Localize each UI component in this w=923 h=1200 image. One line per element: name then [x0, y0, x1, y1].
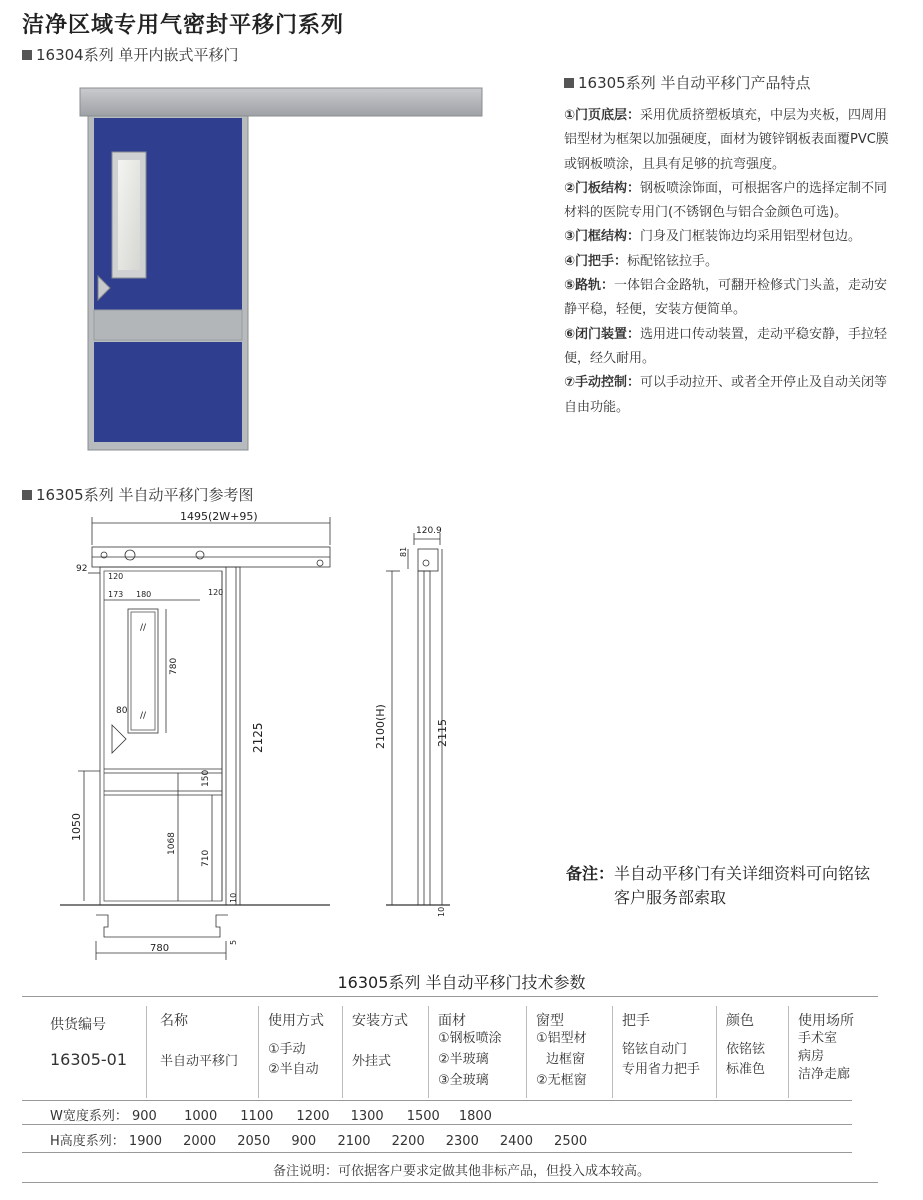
dim-173: 173 [108, 590, 124, 599]
bullet-square-icon [22, 50, 32, 60]
col-divider [258, 1006, 259, 1098]
spec-title: 16305系列 半自动平移门技术参数 [337, 973, 586, 992]
dim-2125: 2125 [251, 722, 265, 753]
spec-header-window: 窗型 [536, 1013, 564, 1029]
spec-table [22, 1000, 878, 1100]
feature-item: ①门页底层：采用优质挤塑板填充，中层为夹板，四周用铝型材为框架以加强硬度，面材为镀锌钢板表面覆PVC膜或钢板喷涂，且具有足够的抗弯强度。 [564, 108, 889, 172]
spec-place: 手术室 病房 洁净走廊 [798, 1031, 851, 1082]
col-divider [146, 1006, 147, 1098]
feature-item: ⑤路轨：一体铝合金路轨，可翻开检修式门头盖，走动安静平稳，轻便，安装方便简单。 [564, 278, 888, 318]
spec-handle: 铭铉自动门 专用省力把手 [622, 1042, 701, 1077]
feature-item: ④门把手：标配铭铉拉手。 [564, 253, 719, 269]
spec-usage: ①手动 ②半自动 [268, 1042, 319, 1077]
spec-header-install: 安装方式 [352, 1013, 408, 1029]
col-divider [428, 1006, 429, 1098]
bullet-square-icon [22, 490, 32, 500]
page-title: 洁净区域专用气密封平移门系列 [22, 13, 345, 38]
dim-780-window: 780 [169, 657, 179, 675]
dim-overall-width: 1495(2W+95) [180, 510, 258, 523]
col-divider [612, 1006, 613, 1098]
dim-1050: 1050 [70, 813, 83, 841]
door-window-glass [118, 160, 140, 270]
section1-title: 16304系列 单开内嵌式平移门 [22, 44, 239, 65]
dim-81: 81 [399, 546, 408, 557]
feature-item: ③门框结构：门身及门框装饰边均采用铝型材包边。 [564, 229, 862, 245]
dim-80: 80 [116, 706, 128, 716]
spec-header-material: 面材 [438, 1013, 466, 1029]
dim-10b: 10 [437, 906, 446, 917]
note: 备注：半自动平移门有关详细资料可向铭铉 客户服务部索取 [566, 864, 871, 907]
features-list [564, 104, 894, 420]
spec-header-usage: 使用方式 [268, 1013, 324, 1029]
spec-header-color: 颜色 [726, 1013, 754, 1029]
feature-item: ②门板结构：钢板喷涂饰面，可根据客户的选择定制不同材料的医院专用门(不锈钢色与铝合金颜色可选)。 [564, 180, 888, 221]
feature-item: ⑦手动控制：可以手动拉开、或者全开停止及自动关闭等自由功能。 [564, 375, 888, 415]
top-rail [80, 88, 482, 116]
dim-150: 150 [201, 769, 211, 787]
bottom-rule [22, 1182, 878, 1183]
row-rule [22, 1100, 852, 1101]
svg-text://: // [140, 711, 147, 721]
row-rule [22, 1124, 852, 1125]
dim-10a: 10 [229, 892, 238, 903]
spec-window: ①铝型材 边框窗 ②无框窗 [536, 1031, 587, 1088]
door-lower-panel [94, 342, 242, 442]
dim-120b: 120 [208, 588, 224, 597]
dim-780-bottom: 780 [150, 943, 170, 954]
spec-color: 依铭铉 标准色 [726, 1042, 766, 1077]
dim-180: 180 [136, 590, 152, 599]
dim-120a: 120 [108, 572, 124, 581]
technical-drawing [0, 505, 470, 960]
door-illustration [74, 80, 490, 460]
h-series-row: H高度系列： 1900 2000 2050 900 2100 2200 2300 2400 2500 [50, 1134, 588, 1149]
spec-install: 外挂式 [352, 1054, 392, 1069]
door-kick-band [94, 310, 242, 340]
feature-item: ⑥闭门装置：选用进口传动装置，走动平稳安静，手拉轻便，经久耐用。 [564, 326, 888, 366]
col-divider [716, 1006, 717, 1098]
dim-5: 5 [229, 939, 238, 945]
spec-remark: 备注说明：可依据客户要求定做其他非标产品，但投入成本较高。 [272, 1164, 650, 1179]
col-divider [788, 1006, 789, 1098]
dim-2115: 2115 [436, 719, 449, 747]
dim-710: 710 [201, 849, 211, 867]
dim-side-width: 120.9 [416, 526, 442, 536]
spec-top-rule [22, 996, 878, 997]
section2-title: 16305系列 半自动平移门参考图 [22, 484, 254, 505]
col-divider [342, 1006, 343, 1098]
spec-header-place: 使用场所 [798, 1013, 854, 1029]
spec-header-handle: 把手 [622, 1013, 650, 1029]
svg-text://: // [140, 623, 147, 633]
spec-code: 16305-01 [50, 1050, 128, 1069]
row-rule [22, 1152, 852, 1153]
dim-92: 92 [76, 564, 88, 574]
bullet-square-icon [564, 78, 574, 88]
dim-1068: 1068 [167, 832, 177, 855]
spec-header-code: 供货编号 [50, 1017, 106, 1033]
spec-header-name: 名称 [160, 1013, 188, 1029]
spec-material: ①钢板喷涂 ②半玻璃 ③全玻璃 [438, 1031, 502, 1088]
features-title: 16305系列 半自动平移门产品特点 [564, 72, 811, 93]
col-divider [526, 1006, 527, 1098]
dim-2100-h: 2100(H) [374, 704, 387, 749]
w-series-row: W宽度系列： 900 1000 1100 1200 1300 1500 1800 [50, 1109, 492, 1124]
spec-name: 半自动平移门 [160, 1054, 239, 1069]
